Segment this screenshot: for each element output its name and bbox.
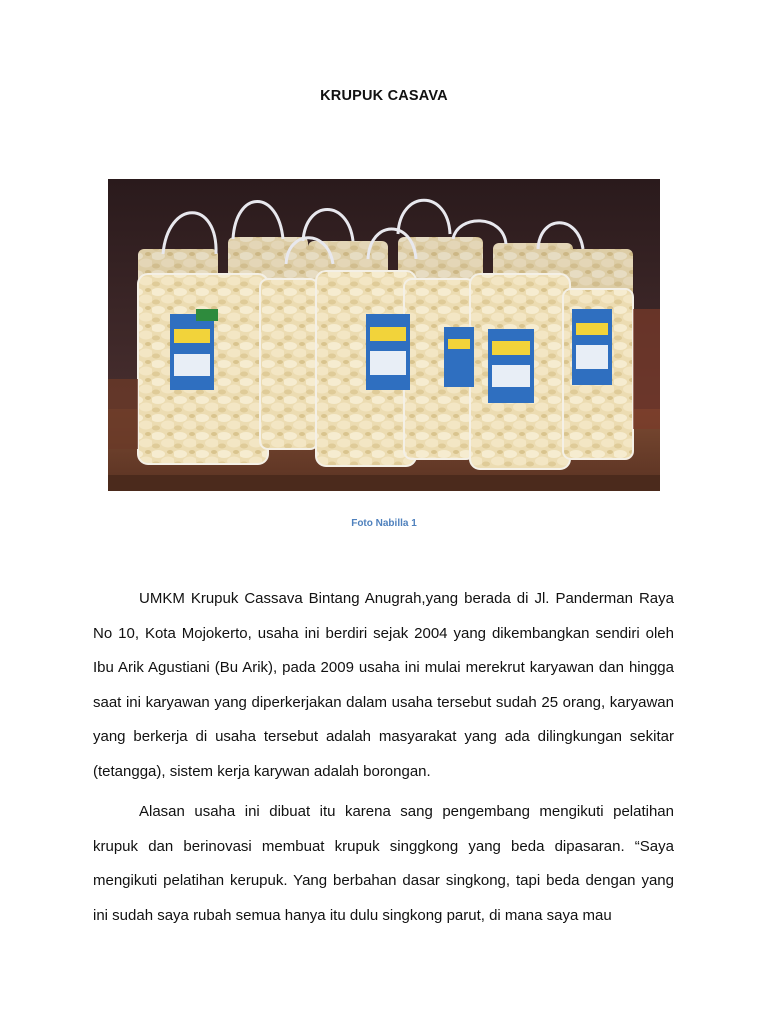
paragraph-2: Alasan usaha ini dibuat itu karena sang pengembang mengikuti pelatihan krupuk dan berinovasi membuat krupuk singgkong yang beda dipasaran. “Saya mengikuti pelatihan kerupuk. Yang berbahan dasar singkong, tapi beda dengan yang ini sudah saya rubah semua hanya itu dulu singkong parut, di mana saya mau [93, 803, 674, 924]
figure-caption: Foto Nabilla 1 [351, 518, 417, 529]
document-title: KRUPUK CASAVA [320, 88, 448, 104]
product-photo [108, 179, 660, 491]
paragraph-1: UMKM Krupuk Cassava Bintang Anugrah,yang berada di Jl. Panderman Raya No 10, Kota Mojokerto, usaha ini berdiri sejak 2004 yang dikembangkan sendiri oleh Ibu Arik Agustiani (Bu Arik), pada 2009 usaha ini mulai merekrut karyawan dan hingga saat ini karyawan yang diperkerjakan dalam usaha tersebut sudah 25 orang, karyawan yang berkerja di usaha tersebut adalah masyarakat yang ada dilingkungan sekitar (tetangga), sistem kerja karywan adalah borongan. [93, 590, 674, 780]
paragraph-1-block [93, 582, 674, 789]
paragraph-2-block [93, 795, 674, 933]
